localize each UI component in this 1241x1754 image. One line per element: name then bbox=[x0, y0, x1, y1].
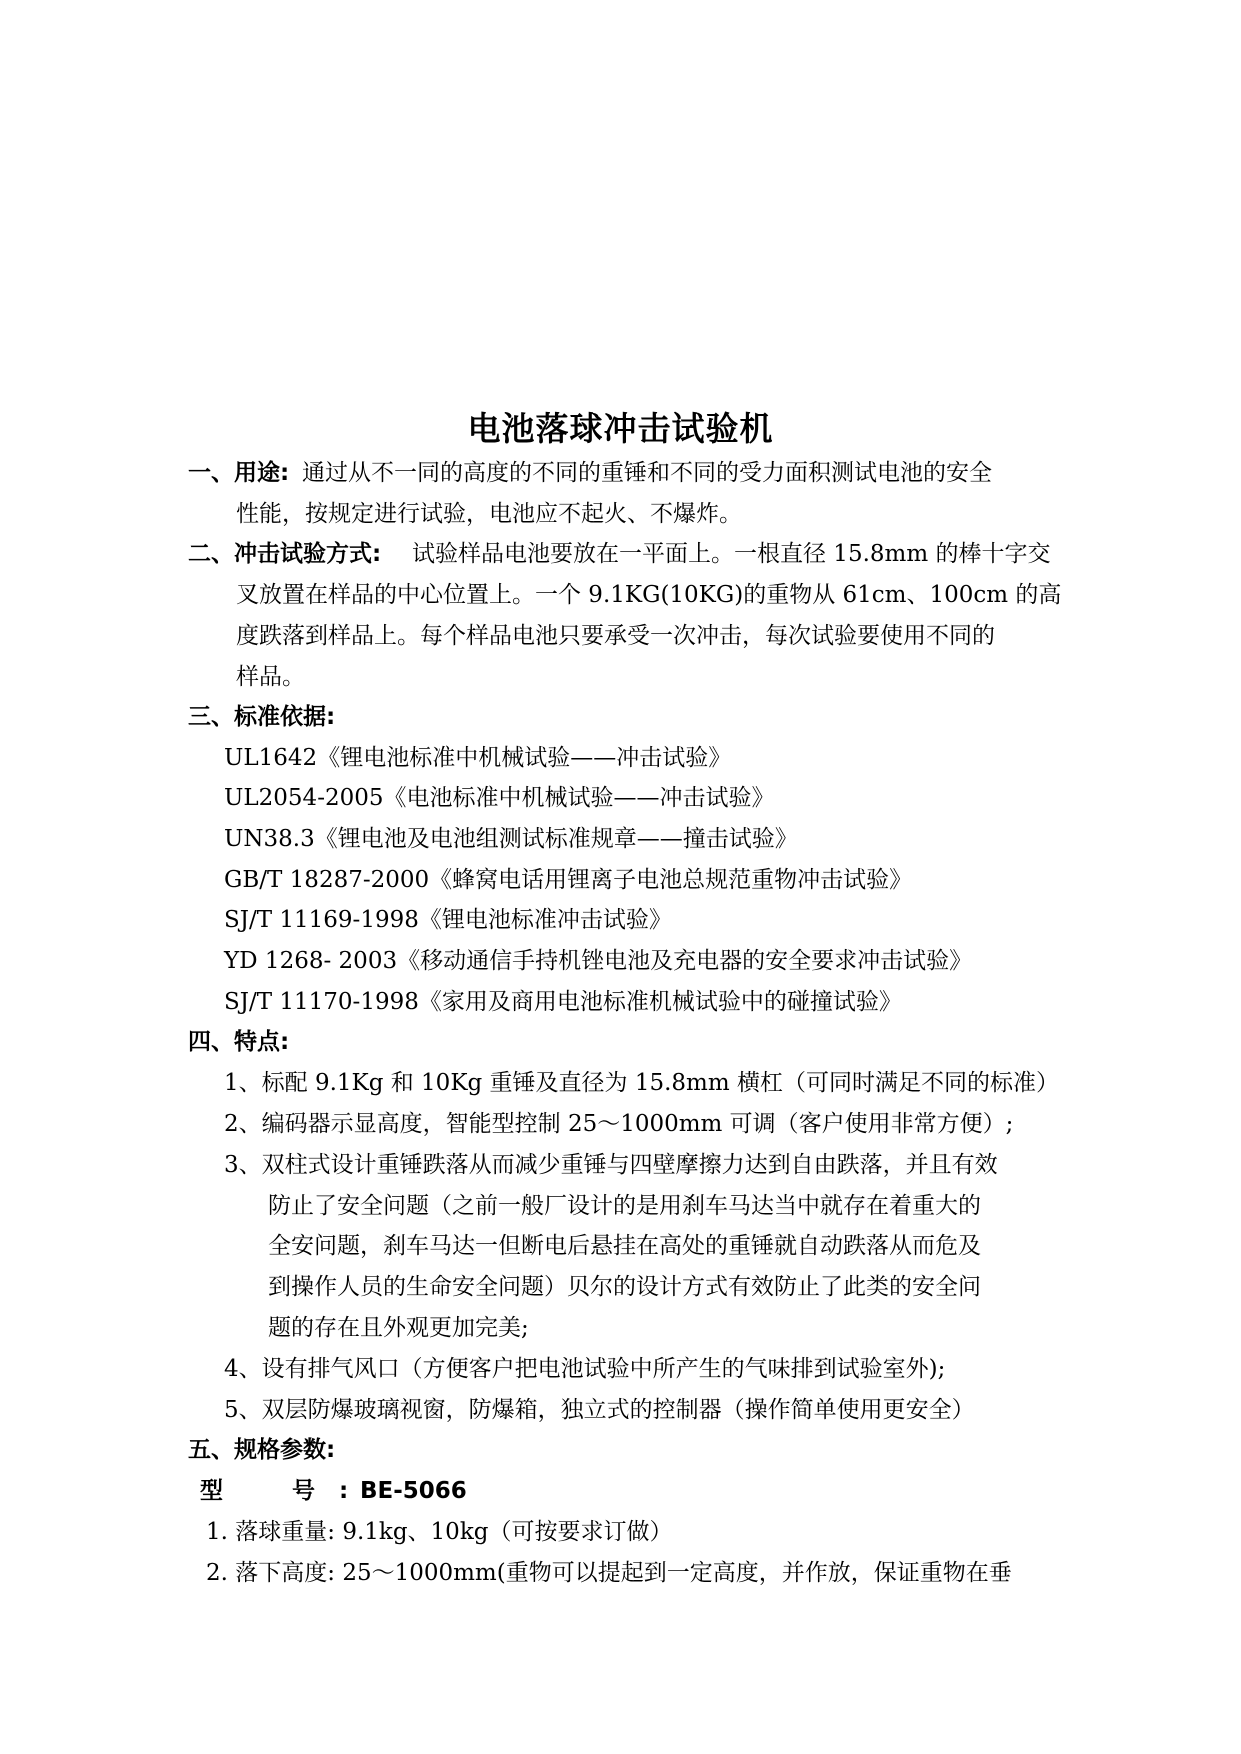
standard-item: UL1642《锂电池标准中机械试验——冲击试验》 bbox=[224, 745, 732, 771]
section-2-heading: 二、冲击试验方式: bbox=[188, 541, 382, 567]
section-4-heading: 四、特点: bbox=[188, 1029, 290, 1055]
model-separator: : bbox=[339, 1478, 349, 1504]
feature-line: 5、双层防爆玻璃视窗，防爆箱，独立式的控制器（操作简单使用更安全） bbox=[224, 1397, 975, 1423]
section-2-line: 试验样品电池要放在一平面上。一根直径 15.8mm 的棒十字交 bbox=[412, 541, 1051, 567]
feature-line: 防止了安全问题（之前一般厂设计的是用刹车马达当中就存在着重大的 bbox=[268, 1193, 981, 1219]
section-1-line: 通过从不一同的高度的不同的重锤和不同的受力面积测试电池的安全 bbox=[302, 460, 992, 486]
feature-line: 题的存在且外观更加完美; bbox=[268, 1315, 529, 1341]
section-2-line: 样品。 bbox=[236, 664, 305, 690]
section-2-line: 叉放置在样品的中心位置上。一个 9.1KG(10KG)的重物从 61cm、100cm 的高 bbox=[236, 582, 1062, 608]
spec-item: 1. 落球重量: 9.1kg、10kg（可按要求订做） bbox=[206, 1519, 673, 1545]
feature-line: 全安问题，刹车马达一但断电后悬挂在高处的重锤就自动跌落从而危及 bbox=[268, 1233, 981, 1259]
standard-item: SJ/T 11170-1998《家用及商用电池标准机械试验中的碰撞试验》 bbox=[224, 989, 902, 1015]
section-3-heading: 三、标准依据: bbox=[188, 704, 336, 730]
section-1-heading: 一、用途: bbox=[188, 460, 290, 486]
feature-line: 4、设有排气风口（方便客户把电池试验中所产生的气味排到试验室外); bbox=[224, 1356, 946, 1382]
feature-line: 3、双柱式设计重锤跌落从而减少重锤与四壁摩擦力达到自由跌落，并且有效 bbox=[224, 1152, 998, 1178]
standard-item: UN38.3《锂电池及电池组测试标准规章——撞击试验》 bbox=[224, 826, 798, 852]
model-label: 型 号 bbox=[200, 1478, 315, 1504]
spec-item: 2. 落下高度: 25～1000mm(重物可以提起到一定高度，并作放，保证重物在垂 bbox=[206, 1560, 1012, 1586]
standard-item: SJ/T 11169-1998《锂电池标准冲击试验》 bbox=[224, 907, 672, 933]
feature-line: 1、标配 9.1Kg 和 10Kg 重锤及直径为 15.8mm 横杠（可同时满足不同的标准） bbox=[224, 1070, 1059, 1096]
section-2-line: 度跌落到样品上。每个样品电池只要承受一次冲击，每次试验要使用不同的 bbox=[236, 623, 995, 649]
feature-line: 到操作人员的生命安全问题）贝尔的设计方式有效防止了此类的安全问 bbox=[268, 1274, 981, 1300]
standard-item: GB/T 18287-2000《蜂窝电话用锂离子电池总规范重物冲击试验》 bbox=[224, 867, 913, 893]
standard-item: UL2054-2005《电池标准中机械试验——冲击试验》 bbox=[224, 785, 775, 811]
standard-item: YD 1268- 2003《移动通信手持机锉电池及充电器的安全要求冲击试验》 bbox=[224, 948, 973, 974]
section-5-heading: 五、规格参数: bbox=[188, 1437, 336, 1463]
page-title: 电池落球冲击试验机 bbox=[467, 409, 774, 448]
model-value: BE-5066 bbox=[360, 1478, 467, 1504]
section-1-line: 性能，按规定进行试验，电池应不起火、不爆炸。 bbox=[236, 501, 742, 527]
feature-line: 2、编码器示显高度，智能型控制 25～1000mm 可调（客户使用非常方便）; bbox=[224, 1111, 1014, 1137]
